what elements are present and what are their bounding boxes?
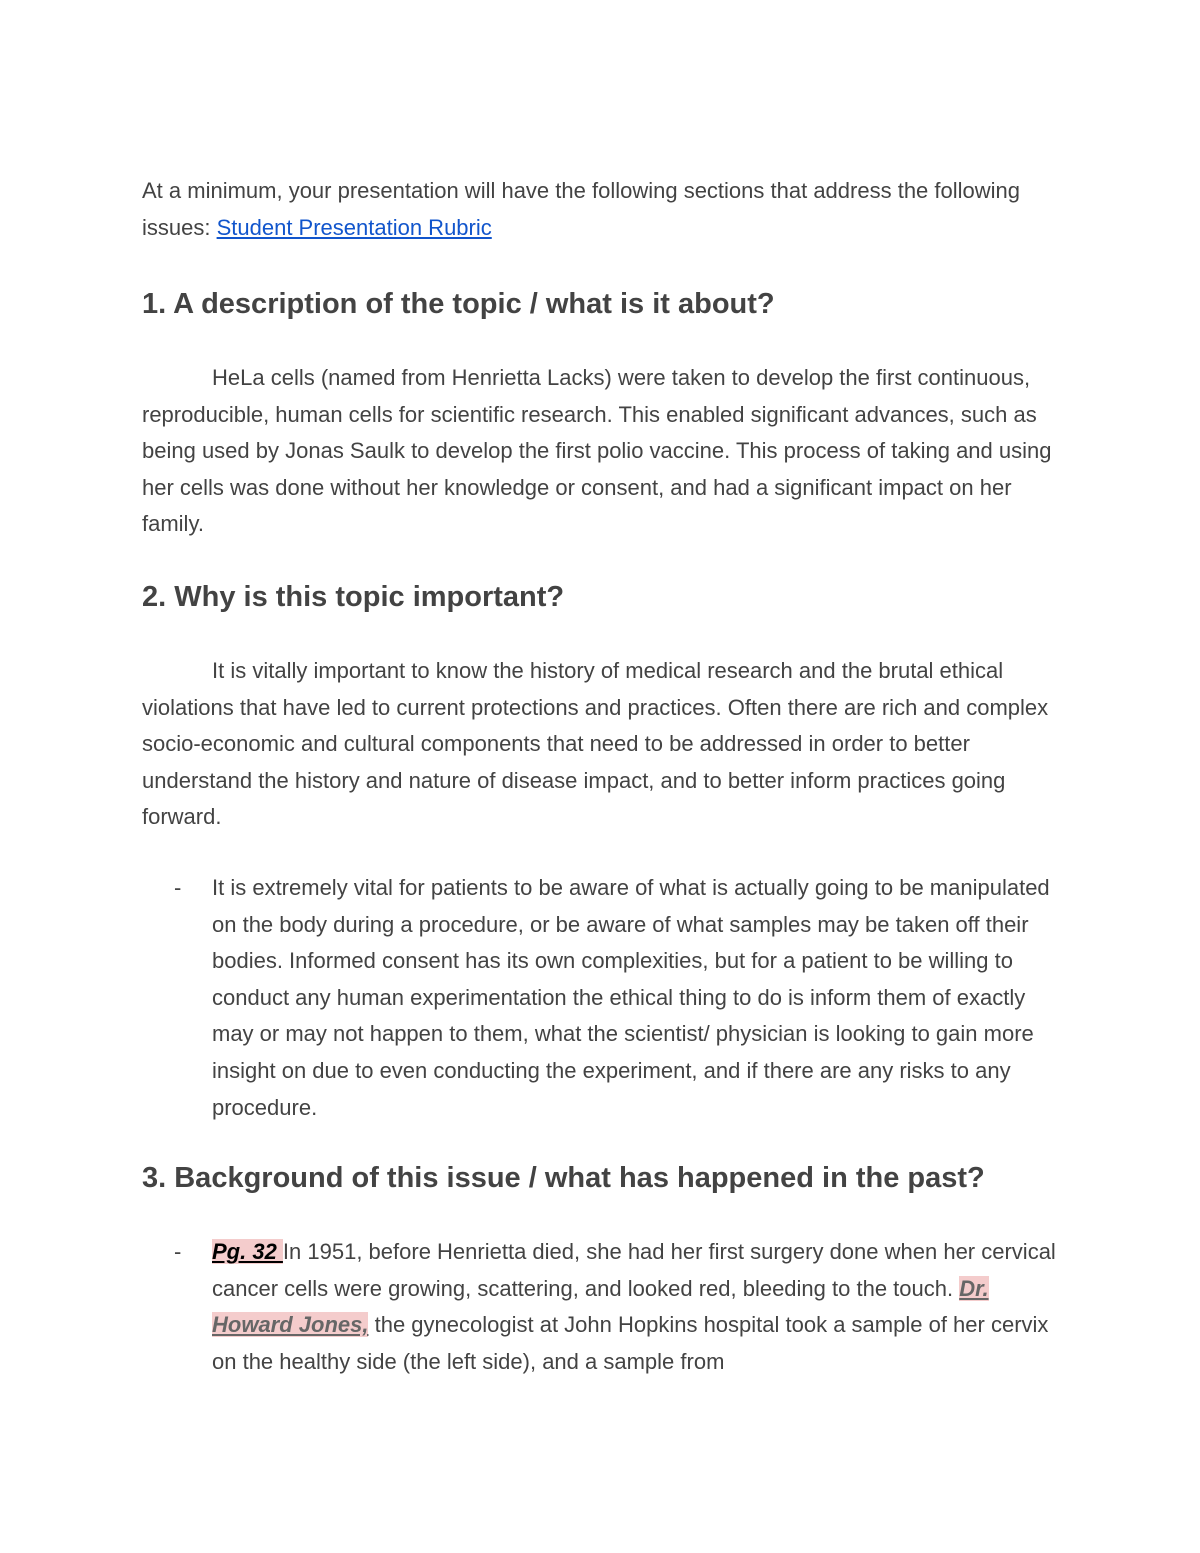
doctor-name-highlight: Dr. Howard Jones, [212, 1275, 989, 1338]
rubric-link[interactable]: Student Presentation Rubric [216, 215, 492, 240]
bullet-dash: - [174, 1239, 182, 1265]
section-2-heading: 2. Why is this topic important? [142, 580, 565, 613]
intro-paragraph [142, 172, 1062, 246]
bullet-text-start: In 1951, before Henrietta died, she had her first surgery done when her cervical cancer cells were growing, scattering, and looked red, bleeding to the touch. [212, 1239, 1056, 1301]
document-page [142, 172, 1062, 1380]
section-2-list [142, 870, 1062, 1126]
list-item [142, 870, 1062, 1126]
bullet-text: It is extremely vital for patients to be aware of what is actually going to be manipulated on the body during a procedure, or be aware of what samples may be taken off their bodies. Informed consent has its own complexities, but for a patient to be willing to conduct any human experimentation the ethical thing to do is inform them of exactly may or may not happen to them, what the scientist/ physician is looking to gain more insight on due to even conducting the experiment, and if there are any risks to any procedure. [212, 874, 1050, 1120]
section-3-list [142, 1234, 1062, 1380]
section-1-paragraph: HeLa cells (named from Henrietta Lacks) were taken to develop the first continuous, reproducible, human cells for scientific research. This enabled significant advances, such as being used by Jonas Saulk to develop the first polio vaccine. This process of taking and using her cells was done without her knowledge or consent, and had a significant impact on her family. [142, 365, 1052, 537]
list-item [142, 1234, 1062, 1380]
section-2-paragraph: It is vitally important to know the history of medical research and the brutal ethical violations that have led to current protections and practices. Often there are rich and complex socio-economic and cultural components that need to be addressed in order to better understand the history and nature of disease impact, and to better inform practices going forward. [142, 657, 1049, 830]
section-1-heading: 1. A description of the topic / what is it about? [142, 288, 775, 320]
bullet-dash: - [174, 874, 182, 900]
intro-text: At a minimum, your presentation will have the following sections that address the following issues: [142, 178, 1021, 240]
page-citation: Pg. 32 [212, 1239, 283, 1265]
bullet-text-end: the gynecologist at John Hopkins hospital took a sample of her cervix on the healthy side (the left side), and a sample from [212, 1312, 1049, 1374]
section-3-heading: 3. Background of this issue / what has happened in the past? [142, 1162, 985, 1195]
